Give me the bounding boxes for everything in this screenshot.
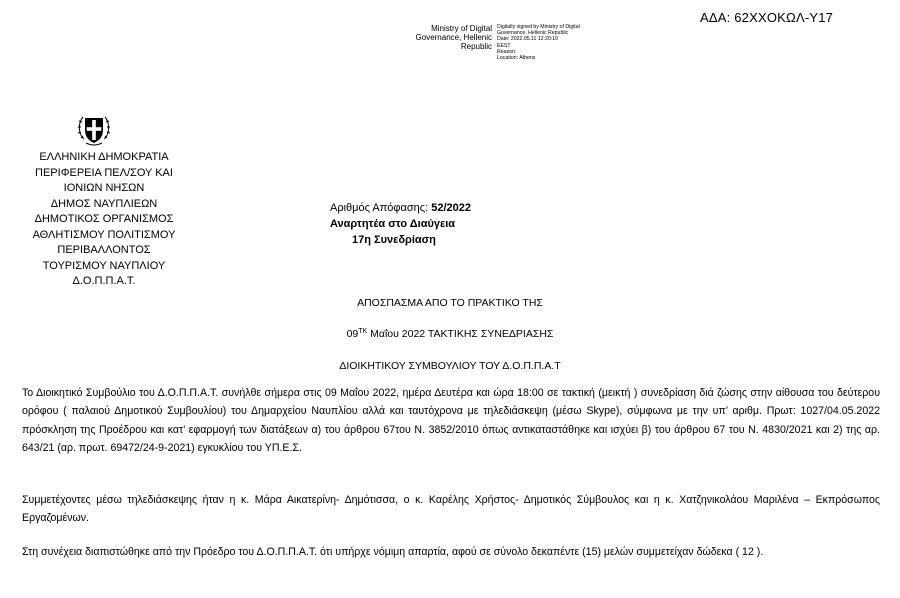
heading-day-suffix: ΤΚ (358, 328, 368, 335)
signature-detail-line: Digitally signed by Ministry of Digital Governance, Hellenic Republic (497, 24, 580, 37)
issuer-line: ΤΟΥΡΙΣΜΟΥ ΝΑΥΠΛΙΟΥ (42, 259, 166, 272)
signature-details (497, 24, 587, 61)
signature-detail-line: Date: 2022.05.11 12:20:10 (497, 36, 559, 43)
decision-block (330, 200, 471, 248)
paragraph-meeting: Το Διοικητικό Συμβούλιο του Δ.Ο.Π.Π.Α.Τ. συνήλθε σήμερα στις 09 Μαΐου 2022, ημέρα Δευτέρα και ώρα 18:00 σε τακτική (μεικτή ) συνεδρίαση διά ζώσης στην αίθουσα του δεύτερου ορόφου ( παλαιού Δημοτικού Συμβουλίου) του Δημαρχείου Ναυπλίου αλλά και ταυτόχρονα με τηλεδιάσκεψη (μέσω Skype), σύμφωνα με την υπ’ αριθμ. Πρωτ: 1027/04.05.2022 πρόσκληση της Προέδρου και κατ’ εφαρμογή των διατάξεων α) του άρθρου 67του Ν. 3852/2010 όπως αντικαταστάθηκε και ισχύει β) του άρθρου 67 του Ν. 4830/2021 και 2) της αρ. 643/21 (αρ. πρωτ. 69472/24-9-2021) εγκυκλίου του ΥΠ.Ε.Σ. (22, 387, 880, 454)
issuer-line: Δ.Ο.Π.Π.Α.Τ. (72, 275, 136, 287)
issuer-line: ΑΘΛΗΤΙΣΜΟΥ ΠΟΛΙΤΙΣΜΟΥ (32, 228, 176, 241)
heading-line-3: ΔΙΟΙΚΗΤΙΚΟΥ ΣΥΜΒΟΥΛΙΟΥ ΤΟΥ Δ.Ο.Π.Π.Α.Τ (339, 360, 561, 372)
issuer-line: ΠΕΡΙΦΕΡΕΙΑ ΠΕΛ/ΣΟΥ ΚΑΙ (35, 166, 173, 179)
ada-code: ΑΔΑ: 62ΧΧΟΚΩΛ-Υ17 (700, 10, 834, 25)
heading-line-2 (0, 328, 900, 340)
session-label: 17η Συνεδρίαση (352, 234, 436, 246)
signature-signer: Ministry of Digital Governance, Hellenic Republic (415, 24, 492, 51)
signature-detail-line: Location: Athens (497, 55, 536, 62)
issuer-block (14, 150, 194, 290)
publish-note: Αναρτητέα στο Διαύγεια (330, 218, 456, 230)
signature-detail-line: Reason: (497, 48, 517, 55)
issuer-line: ΔΗΜΟΣ ΝΑΥΠΛΙΕΩΝ (50, 197, 158, 210)
greek-coat-of-arms-icon (74, 110, 114, 150)
heading-day: 09 (346, 328, 359, 340)
heading-line-1: ΑΠΟΣΠΑΣΜΑ ΑΠΟ ΤΟ ΠΡΑΚΤΙΚΟ ΤΗΣ (357, 297, 543, 309)
signature-detail-line: EEST (497, 42, 511, 49)
decision-number-label: Αριθμός Απόφασης: (330, 202, 429, 214)
issuer-line: ΔΗΜΟΤΙΚΟΣ ΟΡΓΑΝΙΣΜΟΣ (34, 213, 174, 225)
issuer-line: ΕΛΛΗΝΙΚΗ ΔΗΜΟΚΡΑΤΙΑ (39, 151, 169, 163)
decision-number (330, 200, 471, 216)
heading-date-rest: Μαΐου 2022 ΤΑΚΤΙΚΗΣ ΣΥΝΕΔΡΙΑΣΗΣ (367, 328, 554, 340)
issuer-line: ΠΕΡΙΒΑΛΛΟΝΤΟΣ (57, 244, 151, 256)
issuer-line: ΙΟΝΙΩΝ ΝΗΣΩΝ (63, 182, 145, 194)
paragraph-participants: Συμμετέχοντες μέσω τηλεδιάσκεψης ήταν η κ. Μάρα Αικατερίνη- Δημότισσα, ο κ. Καρέλης Χρήστος- Δημοτικός Σύμβουλος και η κ. Χατζηνικολάου Μαριλένα – Εκπρόσωπος Εργαζομένων. (22, 494, 880, 525)
paragraph-quorum: Στη συνέχεια διαπιστώθηκε από την Πρόεδρο του Δ.Ο.Π.Π.Α.Τ. ότι υπήρχε νόμιμη απαρτία, αφού σε σύνολο δεκαπέντε (15) μελών συμμετείχαν δώδεκα ( 12 ). (22, 546, 764, 558)
decision-number-value: 52/2022 (431, 202, 471, 214)
